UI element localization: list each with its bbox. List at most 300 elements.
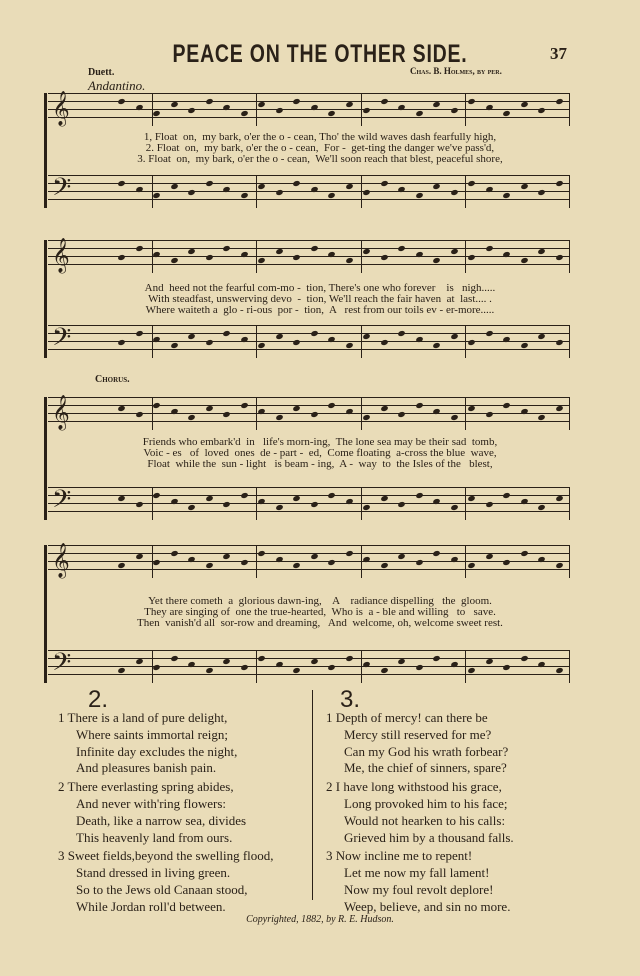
- stanza-line: And pleasures banish pain.: [76, 760, 217, 776]
- note-head: [187, 556, 195, 563]
- bar-line: [465, 93, 466, 126]
- composer-credit: Chas. B. Holmes, by per.: [410, 66, 502, 76]
- tempo-marking: Andantino.: [88, 78, 146, 93]
- note-head: [537, 107, 545, 114]
- note-head: [240, 336, 248, 343]
- lyrics-block: [60, 283, 580, 316]
- stanza-line: Where saints immortal reign;: [76, 726, 228, 742]
- note-head: [327, 402, 335, 409]
- note-head: [345, 550, 353, 557]
- bar-line: [361, 397, 362, 430]
- note-head: [257, 408, 265, 415]
- treble-clef-icon: 𝄞: [52, 92, 70, 125]
- note-head: [135, 658, 143, 665]
- note-head: [345, 342, 353, 349]
- stanza-line: Stand dressed in living green.: [76, 865, 231, 881]
- stanza-line: 1 There is a land of pure delight,: [58, 710, 228, 725]
- note-head: [117, 180, 125, 187]
- note-head: [380, 180, 388, 187]
- note-head: [152, 492, 160, 499]
- note-head: [415, 559, 423, 566]
- note-head: [380, 339, 388, 346]
- note-head: [520, 342, 528, 349]
- note-head: [327, 492, 335, 499]
- note-head: [310, 658, 318, 665]
- copyright-notice: Copyrighted, 1882, by R. E. Hudson.: [246, 914, 394, 925]
- note-head: [257, 498, 265, 505]
- bar-line: [152, 397, 153, 430]
- note-head: [415, 192, 423, 199]
- note-head: [275, 556, 283, 563]
- hymn-title: PEACE ON THE OTHER SIDE.: [172, 40, 468, 68]
- note-head: [257, 655, 265, 662]
- bar-line: [361, 240, 362, 273]
- stanza-line: Now my foul revolt deplore!: [344, 881, 494, 897]
- note-head: [502, 251, 510, 258]
- lyric-line: They are singing of one the true-hearted, Who is a - ble and willing to save.: [144, 606, 496, 618]
- note-head: [485, 104, 493, 111]
- note-head: [275, 248, 283, 255]
- note-head: [537, 414, 545, 421]
- note-head: [415, 336, 423, 343]
- note-head: [222, 658, 230, 665]
- note-head: [187, 333, 195, 340]
- stanza-line: 1 Depth of mercy! can there be: [326, 710, 488, 725]
- note-head: [450, 414, 458, 421]
- note-head: [170, 498, 178, 505]
- note-head: [240, 559, 248, 566]
- note-head: [310, 411, 318, 418]
- note-head: [537, 248, 545, 255]
- note-head: [275, 189, 283, 196]
- bar-line: [465, 397, 466, 430]
- note-head: [170, 257, 178, 264]
- system-brace: [44, 397, 47, 520]
- column-divider: [312, 690, 313, 900]
- bar-line: [256, 175, 257, 208]
- note-head: [275, 661, 283, 668]
- stanza-line: This heavenly land from ours.: [76, 829, 233, 845]
- note-head: [380, 98, 388, 105]
- bar-line: [569, 175, 570, 208]
- system-brace: [44, 240, 47, 358]
- note-head: [415, 110, 423, 117]
- note-head: [555, 495, 563, 502]
- stanza-line: Mercy still reserved for me?: [344, 726, 492, 742]
- note-head: [450, 107, 458, 114]
- bar-line: [256, 325, 257, 358]
- note-head: [485, 245, 493, 252]
- note-head: [187, 189, 195, 196]
- note-head: [152, 192, 160, 199]
- lyrics-block: [60, 596, 580, 629]
- note-head: [310, 104, 318, 111]
- note-head: [310, 245, 318, 252]
- note-head: [537, 556, 545, 563]
- note-head: [117, 254, 125, 261]
- note-head: [222, 553, 230, 560]
- note-head: [187, 414, 195, 421]
- note-head: [380, 405, 388, 412]
- note-head: [310, 553, 318, 560]
- lyric-line: Voic - es of loved ones de - part - ed, Come floating a-cross the blue wave,: [143, 447, 497, 459]
- note-head: [257, 550, 265, 557]
- note-head: [537, 661, 545, 668]
- note-head: [275, 414, 283, 421]
- note-head: [170, 550, 178, 557]
- note-head: [432, 655, 440, 662]
- note-head: [502, 192, 510, 199]
- note-head: [485, 501, 493, 508]
- note-head: [152, 251, 160, 258]
- note-head: [397, 104, 405, 111]
- note-head: [467, 180, 475, 187]
- note-head: [240, 192, 248, 199]
- note-head: [135, 501, 143, 508]
- note-head: [170, 655, 178, 662]
- note-head: [380, 495, 388, 502]
- note-head: [345, 101, 353, 108]
- note-head: [450, 556, 458, 563]
- note-head: [502, 664, 510, 671]
- bass-clef-icon: 𝄢: [52, 486, 72, 519]
- note-head: [362, 504, 370, 511]
- note-head: [135, 245, 143, 252]
- note-head: [222, 186, 230, 193]
- note-head: [222, 245, 230, 252]
- note-head: [502, 110, 510, 117]
- part-label: Duett.: [88, 67, 115, 78]
- note-head: [380, 562, 388, 569]
- note-head: [467, 98, 475, 105]
- note-head: [135, 553, 143, 560]
- note-head: [520, 655, 528, 662]
- lyric-line: With steadfast, unswerving devo - tion, We'll reach the fair haven at last.... .: [148, 293, 492, 305]
- treble-staff: [48, 240, 570, 272]
- note-head: [555, 98, 563, 105]
- note-head: [485, 186, 493, 193]
- chorus-label: Chorus.: [95, 374, 130, 385]
- system-brace: [44, 545, 47, 683]
- note-head: [170, 183, 178, 190]
- bar-line: [256, 650, 257, 683]
- note-head: [117, 562, 125, 569]
- bar-line: [256, 397, 257, 430]
- note-head: [292, 254, 300, 261]
- note-head: [240, 664, 248, 671]
- stanza-line: While Jordan roll'd between.: [76, 898, 226, 914]
- bass-clef-icon: 𝄢: [52, 174, 72, 207]
- note-head: [502, 402, 510, 409]
- note-head: [432, 183, 440, 190]
- bar-line: [569, 240, 570, 273]
- bar-line: [569, 650, 570, 683]
- note-head: [467, 339, 475, 346]
- bar-line: [361, 545, 362, 578]
- note-head: [205, 180, 213, 187]
- note-head: [380, 254, 388, 261]
- lyrics-block: [60, 437, 580, 470]
- note-head: [432, 408, 440, 415]
- note-head: [415, 492, 423, 499]
- bass-staff: [48, 650, 570, 682]
- note-head: [327, 664, 335, 671]
- note-head: [485, 330, 493, 337]
- note-head: [467, 495, 475, 502]
- bar-line: [256, 545, 257, 578]
- note-head: [117, 339, 125, 346]
- stanza-number-left: 2.: [88, 686, 109, 713]
- note-head: [187, 107, 195, 114]
- note-head: [135, 411, 143, 418]
- note-head: [520, 408, 528, 415]
- stanza-line: Let me now my fall lament!: [344, 865, 490, 881]
- note-head: [117, 495, 125, 502]
- note-head: [432, 101, 440, 108]
- note-head: [117, 667, 125, 674]
- bar-line: [465, 325, 466, 358]
- bar-line: [465, 240, 466, 273]
- bar-line: [361, 325, 362, 358]
- note-head: [520, 183, 528, 190]
- stanza-line: Weep, believe, and sin no more.: [344, 898, 511, 914]
- note-head: [415, 251, 423, 258]
- treble-clef-icon: 𝄞: [52, 544, 70, 577]
- note-head: [152, 559, 160, 566]
- note-head: [467, 254, 475, 261]
- note-head: [257, 183, 265, 190]
- note-head: [467, 562, 475, 569]
- bass-staff: [48, 487, 570, 519]
- note-head: [240, 251, 248, 258]
- note-head: [502, 492, 510, 499]
- note-head: [292, 495, 300, 502]
- stanza-line: Me, the chief of sinners, spare?: [344, 760, 507, 776]
- note-head: [205, 405, 213, 412]
- note-head: [555, 562, 563, 569]
- note-head: [292, 667, 300, 674]
- stanza-line: So to the Jews old Canaan stood,: [76, 881, 248, 897]
- note-head: [432, 550, 440, 557]
- note-head: [397, 501, 405, 508]
- note-head: [187, 248, 195, 255]
- note-head: [450, 248, 458, 255]
- lyric-line: Where waiteth a glo - ri-ous por - tion, A rest from our toils ev - er-more.....: [145, 304, 495, 316]
- note-head: [292, 562, 300, 569]
- note-head: [345, 655, 353, 662]
- bar-line: [256, 240, 257, 273]
- note-head: [362, 661, 370, 668]
- lyric-line: And heed not the fearful com-mo - tion, There's one who forever is nigh.....: [144, 282, 496, 294]
- bass-clef-icon: 𝄢: [52, 649, 72, 682]
- bar-line: [361, 650, 362, 683]
- stanza-line: And never with'ring flowers:: [76, 795, 227, 811]
- note-head: [450, 189, 458, 196]
- note-head: [415, 664, 423, 671]
- stanza-line: Death, like a narrow sea, divides: [76, 812, 247, 828]
- stanzas-right: [326, 710, 514, 916]
- note-head: [187, 661, 195, 668]
- stanza-line: 3 Now incline me to repent!: [326, 848, 473, 864]
- note-head: [292, 405, 300, 412]
- note-head: [520, 550, 528, 557]
- lyric-line: 2. Float on, my bark, o'er the o - cean, For - get-ting the danger we've pass'd,: [145, 142, 495, 154]
- stanza-line: Can my God his wrath forbear?: [344, 743, 509, 759]
- note-head: [170, 408, 178, 415]
- note-head: [555, 405, 563, 412]
- page-number: 37: [550, 44, 567, 63]
- bass-staff: [48, 175, 570, 207]
- note-head: [257, 257, 265, 264]
- note-head: [327, 336, 335, 343]
- note-head: [555, 254, 563, 261]
- note-head: [135, 104, 143, 111]
- note-head: [310, 330, 318, 337]
- note-head: [397, 411, 405, 418]
- bar-line: [152, 93, 153, 126]
- note-head: [205, 495, 213, 502]
- note-head: [292, 98, 300, 105]
- note-head: [485, 411, 493, 418]
- note-head: [310, 501, 318, 508]
- bar-line: [256, 93, 257, 126]
- stanza-line: Infinite day excludes the night,: [76, 743, 238, 759]
- stanza-number-right: 3.: [340, 686, 361, 713]
- note-head: [555, 180, 563, 187]
- note-head: [152, 110, 160, 117]
- note-head: [152, 336, 160, 343]
- note-head: [362, 414, 370, 421]
- note-head: [170, 101, 178, 108]
- treble-staff: [48, 93, 570, 125]
- bar-line: [465, 487, 466, 520]
- note-head: [222, 330, 230, 337]
- note-head: [117, 98, 125, 105]
- bar-line: [152, 175, 153, 208]
- note-head: [485, 658, 493, 665]
- note-head: [275, 333, 283, 340]
- note-head: [257, 342, 265, 349]
- note-head: [502, 559, 510, 566]
- note-head: [327, 110, 335, 117]
- note-head: [362, 333, 370, 340]
- note-head: [362, 248, 370, 255]
- note-head: [205, 667, 213, 674]
- lyric-line: Yet there cometh a glorious dawn-ing, A radiance dispelling the gloom.: [148, 595, 492, 607]
- note-head: [222, 501, 230, 508]
- note-head: [537, 333, 545, 340]
- note-head: [432, 257, 440, 264]
- note-head: [380, 667, 388, 674]
- treble-staff: [48, 545, 570, 577]
- note-head: [415, 402, 423, 409]
- treble-clef-icon: 𝄞: [52, 239, 70, 272]
- note-head: [520, 257, 528, 264]
- note-head: [450, 504, 458, 511]
- treble-clef-icon: 𝄞: [52, 396, 70, 429]
- stanza-line: 3 Sweet fields,beyond the swelling flood,: [58, 848, 274, 864]
- stanza-line: 2 I have long withstood his grace,: [326, 779, 502, 795]
- note-head: [275, 504, 283, 511]
- note-head: [205, 254, 213, 261]
- note-head: [467, 667, 475, 674]
- note-head: [555, 667, 563, 674]
- stanza-line: Grieved him by a thousand falls.: [344, 829, 514, 845]
- note-head: [327, 192, 335, 199]
- note-head: [537, 504, 545, 511]
- note-head: [310, 186, 318, 193]
- note-head: [345, 408, 353, 415]
- note-head: [222, 411, 230, 418]
- note-head: [170, 342, 178, 349]
- note-head: [275, 107, 283, 114]
- bar-line: [569, 325, 570, 358]
- note-head: [187, 504, 195, 511]
- note-head: [205, 562, 213, 569]
- note-head: [222, 104, 230, 111]
- bar-line: [569, 93, 570, 126]
- note-head: [292, 180, 300, 187]
- note-head: [555, 339, 563, 346]
- note-head: [520, 101, 528, 108]
- bar-line: [465, 650, 466, 683]
- stanza-line: Would not hearken to his calls:: [344, 812, 506, 828]
- note-head: [397, 330, 405, 337]
- note-head: [292, 339, 300, 346]
- bar-line: [361, 175, 362, 208]
- bar-line: [569, 487, 570, 520]
- note-head: [362, 189, 370, 196]
- bass-staff: [48, 325, 570, 357]
- bar-line: [465, 545, 466, 578]
- bar-line: [152, 487, 153, 520]
- bar-line: [361, 487, 362, 520]
- note-head: [257, 101, 265, 108]
- note-head: [397, 553, 405, 560]
- note-head: [205, 339, 213, 346]
- note-head: [432, 498, 440, 505]
- note-head: [240, 110, 248, 117]
- note-head: [327, 559, 335, 566]
- bar-line: [361, 93, 362, 126]
- note-head: [520, 498, 528, 505]
- stanzas-left: [58, 710, 274, 916]
- note-head: [467, 405, 475, 412]
- system-brace: [44, 93, 47, 208]
- note-head: [362, 556, 370, 563]
- lyric-line: Then vanish'd all sor-row and dreaming, And welcome, oh, welcome sweet rest.: [137, 617, 503, 629]
- treble-staff: [48, 397, 570, 429]
- note-head: [152, 664, 160, 671]
- note-head: [152, 402, 160, 409]
- note-head: [327, 251, 335, 258]
- note-head: [345, 498, 353, 505]
- lyric-line: 1, Float on, my bark, o'er the o - cean, Tho' the wild waves dash fearfully high,: [143, 131, 497, 143]
- note-head: [135, 330, 143, 337]
- note-head: [240, 402, 248, 409]
- lyric-line: Float while the sun - light is beam - ing, A - way to the Isles of the blest,: [147, 458, 493, 470]
- lyric-line: 3. Float on, my bark, o'er the o - cean, We'll soon reach that blest, peaceful shore,: [137, 153, 503, 165]
- note-head: [485, 553, 493, 560]
- bar-line: [465, 175, 466, 208]
- lyrics-block: [60, 132, 580, 165]
- bar-line: [569, 397, 570, 430]
- note-head: [450, 333, 458, 340]
- stanza-line: 2 There everlasting spring abides,: [58, 779, 234, 795]
- note-head: [397, 186, 405, 193]
- note-head: [240, 492, 248, 499]
- note-head: [117, 405, 125, 412]
